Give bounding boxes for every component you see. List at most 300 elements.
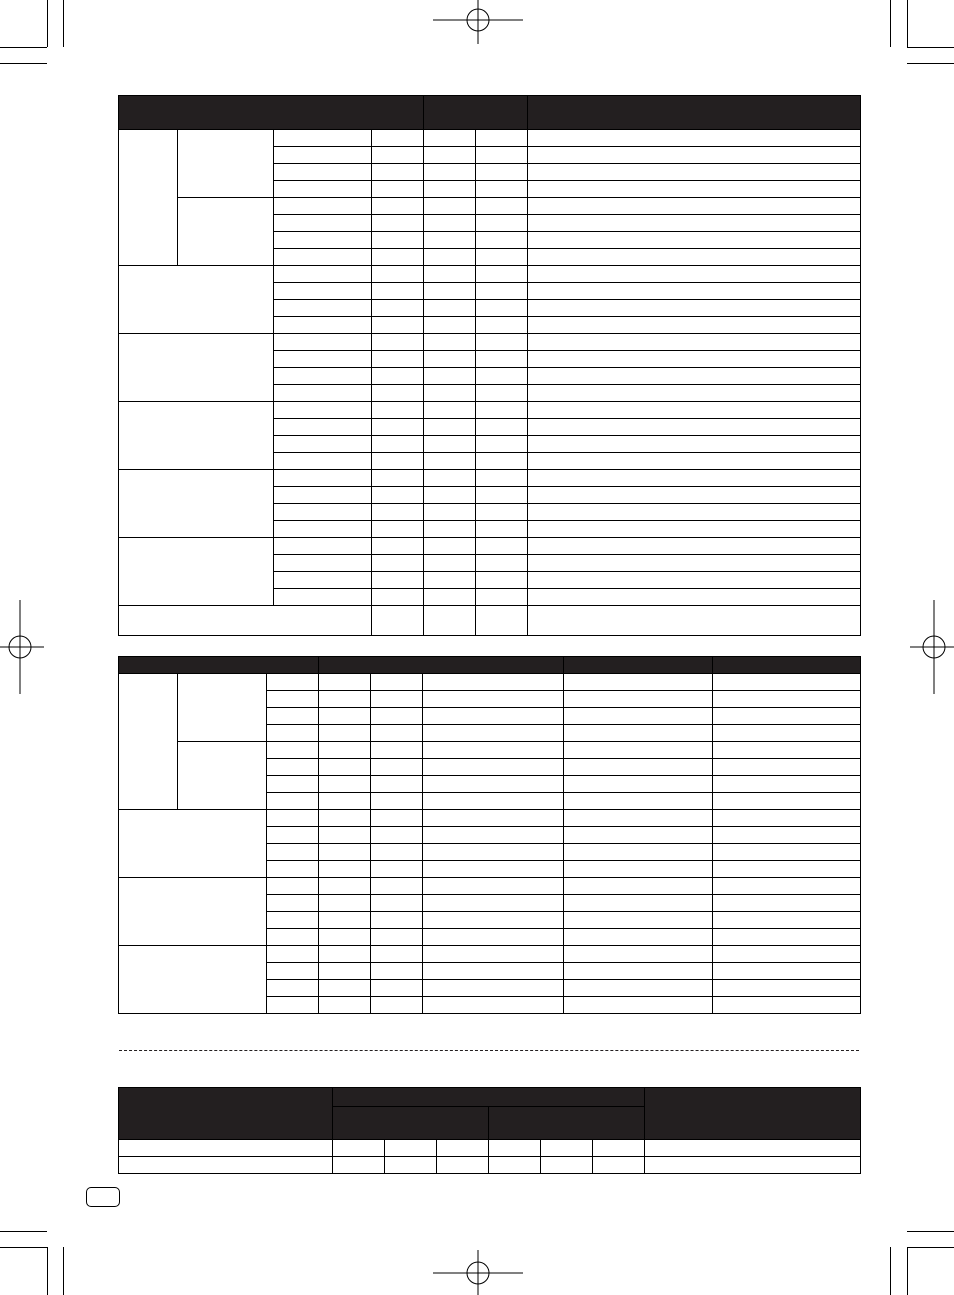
- table-cell: [274, 538, 372, 555]
- table-cell: [476, 453, 528, 470]
- table-cell: [371, 793, 423, 810]
- table-cell: [371, 912, 423, 929]
- table-cell: [424, 215, 476, 232]
- table-cell: [645, 1140, 861, 1157]
- table-cell: [423, 708, 564, 725]
- table-cell: [528, 453, 861, 470]
- table-cell: [267, 946, 319, 963]
- table-cell: [713, 810, 861, 827]
- table-cell: [371, 861, 423, 878]
- table-cell: [423, 725, 564, 742]
- crop-mark: [907, 0, 908, 47]
- table-cell: [528, 385, 861, 402]
- table-cell: [424, 317, 476, 334]
- table-cell: [528, 317, 861, 334]
- table-cell: [423, 793, 564, 810]
- table-cell: [713, 759, 861, 776]
- table-row: [119, 606, 861, 636]
- table-cell: [371, 997, 423, 1014]
- table-cell: [371, 929, 423, 946]
- table-cell: [371, 980, 423, 997]
- table-cell: [372, 164, 424, 181]
- table-cell: [119, 334, 274, 402]
- table-3-header-cell: [333, 1107, 489, 1140]
- table-cell: [424, 521, 476, 538]
- table-2-header-cell: [564, 657, 713, 674]
- table-cell: [319, 793, 371, 810]
- table-row: [119, 878, 861, 895]
- table-cell: [713, 793, 861, 810]
- table-cell: [541, 1157, 593, 1174]
- table-cell: [372, 453, 424, 470]
- table-cell: [424, 181, 476, 198]
- table-cell: [371, 708, 423, 725]
- table-cell: [713, 912, 861, 929]
- table-cell: [371, 725, 423, 742]
- table-cell: [423, 827, 564, 844]
- table-cell: [119, 402, 274, 470]
- table-cell: [274, 402, 372, 419]
- table-cell: [274, 300, 372, 317]
- table-cell: [528, 436, 861, 453]
- table-cell: [424, 555, 476, 572]
- table-cell: [372, 266, 424, 283]
- table-cell: [371, 946, 423, 963]
- dashed-separator: [119, 1050, 859, 1051]
- table-cell: [541, 1140, 593, 1157]
- table-cell: [372, 436, 424, 453]
- table-cell: [274, 232, 372, 249]
- table-cell: [476, 147, 528, 164]
- crop-mark: [0, 1231, 47, 1232]
- table-cell: [372, 351, 424, 368]
- table-cell: [319, 912, 371, 929]
- table-cell: [372, 589, 424, 606]
- table-row: [119, 742, 861, 759]
- table-cell: [371, 810, 423, 827]
- table-cell: [424, 453, 476, 470]
- table-cell: [267, 776, 319, 793]
- table-cell: [372, 368, 424, 385]
- table-cell: [528, 572, 861, 589]
- table-cell: [372, 181, 424, 198]
- table-cell: [274, 147, 372, 164]
- table-cell: [424, 538, 476, 555]
- table-cell: [713, 674, 861, 691]
- table-3-header-cell: [645, 1088, 861, 1140]
- table-cell: [319, 759, 371, 776]
- table-cell: [476, 368, 528, 385]
- table-row: [119, 470, 861, 487]
- page-number-box: [86, 1187, 120, 1207]
- table-cell: [564, 980, 713, 997]
- table-cell: [267, 980, 319, 997]
- table-cell: [267, 827, 319, 844]
- table-cell: [476, 334, 528, 351]
- table-cell: [423, 759, 564, 776]
- table-cell: [372, 317, 424, 334]
- table-cell: [713, 742, 861, 759]
- table-cell: [564, 759, 713, 776]
- table-cell: [437, 1157, 489, 1174]
- table-cell: [713, 844, 861, 861]
- table-cell: [489, 1157, 541, 1174]
- table-cell: [274, 130, 372, 147]
- table-cell: [713, 895, 861, 912]
- table-cell: [319, 827, 371, 844]
- table-cell: [424, 589, 476, 606]
- table-cell: [424, 385, 476, 402]
- table-cell: [371, 844, 423, 861]
- crop-mark: [907, 63, 954, 64]
- table-cell: [319, 691, 371, 708]
- table-cell: [372, 198, 424, 215]
- table-cell: [319, 929, 371, 946]
- table-2-header-cell: [119, 657, 319, 674]
- table-cell: [713, 963, 861, 980]
- table-cell: [319, 725, 371, 742]
- table-cell: [528, 249, 861, 266]
- table-cell: [423, 963, 564, 980]
- table-cell: [424, 283, 476, 300]
- table-row: [119, 538, 861, 555]
- table-cell: [267, 759, 319, 776]
- table-cell: [267, 895, 319, 912]
- table-2: [118, 656, 861, 1014]
- table-cell: [564, 844, 713, 861]
- table-cell: [178, 198, 274, 266]
- table-cell: [528, 164, 861, 181]
- table-1: [118, 95, 861, 636]
- table-cell: [528, 300, 861, 317]
- table-cell: [423, 929, 564, 946]
- table-cell: [274, 521, 372, 538]
- table-cell: [476, 538, 528, 555]
- table-cell: [476, 283, 528, 300]
- table-cell: [564, 895, 713, 912]
- table-row: [119, 1140, 861, 1157]
- table-cell: [319, 997, 371, 1014]
- table-cell: [371, 878, 423, 895]
- table-cell: [267, 929, 319, 946]
- table-cell: [371, 759, 423, 776]
- table-cell: [528, 368, 861, 385]
- table-cell: [385, 1140, 437, 1157]
- table-cell: [424, 300, 476, 317]
- table-cell: [423, 912, 564, 929]
- table-cell: [528, 521, 861, 538]
- table-cell: [424, 606, 476, 636]
- table-cell: [319, 844, 371, 861]
- table-cell: [424, 436, 476, 453]
- table-1-header-cell: [528, 96, 861, 130]
- table-cell: [489, 1140, 541, 1157]
- table-cell: [267, 912, 319, 929]
- table-cell: [274, 368, 372, 385]
- table-cell: [333, 1157, 385, 1174]
- table-cell: [372, 555, 424, 572]
- table-cell: [713, 691, 861, 708]
- table-row: [119, 402, 861, 419]
- table-cell: [423, 895, 564, 912]
- table-cell: [713, 708, 861, 725]
- table-cell: [274, 215, 372, 232]
- table-cell: [528, 147, 861, 164]
- table-2-header-cell: [319, 657, 564, 674]
- table-3: [118, 1087, 861, 1174]
- table-cell: [713, 861, 861, 878]
- table-cell: [476, 436, 528, 453]
- table-cell: [476, 351, 528, 368]
- table-cell: [372, 147, 424, 164]
- table-cell: [476, 402, 528, 419]
- table-cell: [267, 844, 319, 861]
- table-cell: [319, 878, 371, 895]
- crop-mark: [63, 0, 64, 47]
- table-cell: [372, 419, 424, 436]
- table-cell: [564, 810, 713, 827]
- table-cell: [476, 215, 528, 232]
- table-cell: [423, 674, 564, 691]
- table-cell: [713, 776, 861, 793]
- table-cell: [528, 402, 861, 419]
- table-cell: [564, 674, 713, 691]
- table-cell: [371, 674, 423, 691]
- table-cell: [424, 198, 476, 215]
- table-cell: [274, 266, 372, 283]
- table-cell: [564, 861, 713, 878]
- table-cell: [119, 266, 274, 334]
- table-cell: [476, 130, 528, 147]
- table-cell: [372, 300, 424, 317]
- crop-mark: [907, 1247, 908, 1295]
- table-cell: [713, 725, 861, 742]
- table-cell: [371, 827, 423, 844]
- table-cell: [476, 249, 528, 266]
- table-cell: [423, 861, 564, 878]
- table-cell: [319, 895, 371, 912]
- table-cell: [476, 555, 528, 572]
- table-row: [119, 946, 861, 963]
- table-cell: [274, 453, 372, 470]
- table-cell: [424, 164, 476, 181]
- table-2-header-cell: [713, 657, 861, 674]
- table-cell: [528, 555, 861, 572]
- table-1-header-cell: [424, 96, 528, 130]
- table-cell: [274, 555, 372, 572]
- table-cell: [713, 997, 861, 1014]
- registration-mark-icon: [910, 600, 954, 694]
- crop-mark: [47, 0, 48, 47]
- table-cell: [423, 878, 564, 895]
- table-cell: [267, 691, 319, 708]
- table-row: [119, 130, 861, 147]
- table-cell: [423, 742, 564, 759]
- table-cell: [119, 470, 274, 538]
- table-cell: [476, 572, 528, 589]
- table-cell: [564, 725, 713, 742]
- table-cell: [119, 130, 178, 266]
- table-cell: [385, 1157, 437, 1174]
- table-cell: [424, 334, 476, 351]
- table-cell: [476, 181, 528, 198]
- table-cell: [476, 589, 528, 606]
- table-3-header-cell: [333, 1088, 645, 1107]
- table-cell: [423, 691, 564, 708]
- table-cell: [372, 572, 424, 589]
- table-cell: [371, 963, 423, 980]
- table-cell: [528, 470, 861, 487]
- table-cell: [274, 436, 372, 453]
- table-cell: [274, 334, 372, 351]
- registration-mark-icon: [431, 1250, 525, 1295]
- table-cell: [528, 334, 861, 351]
- table-cell: [274, 385, 372, 402]
- table-cell: [267, 810, 319, 827]
- table-cell: [274, 164, 372, 181]
- table-cell: [476, 232, 528, 249]
- table-cell: [713, 827, 861, 844]
- table-cell: [424, 419, 476, 436]
- table-row: [119, 334, 861, 351]
- table-cell: [476, 470, 528, 487]
- crop-mark: [907, 1231, 954, 1232]
- table-cell: [274, 572, 372, 589]
- table-cell: [178, 742, 267, 810]
- table-cell: [564, 691, 713, 708]
- table-cell: [267, 963, 319, 980]
- table-cell: [476, 317, 528, 334]
- table-cell: [564, 776, 713, 793]
- table-cell: [476, 487, 528, 504]
- table-cell: [372, 521, 424, 538]
- table-cell: [645, 1157, 861, 1174]
- table-cell: [274, 419, 372, 436]
- table-row: [119, 266, 861, 283]
- table-cell: [424, 266, 476, 283]
- table-cell: [372, 402, 424, 419]
- table-cell: [119, 1140, 333, 1157]
- table-cell: [274, 198, 372, 215]
- table-cell: [119, 538, 274, 606]
- crop-mark: [47, 1247, 48, 1295]
- table-cell: [476, 164, 528, 181]
- table-1-header-cell: [119, 96, 424, 130]
- table-cell: [274, 283, 372, 300]
- table-cell: [119, 810, 267, 878]
- table-cell: [119, 606, 372, 636]
- table-cell: [713, 980, 861, 997]
- table-cell: [119, 878, 267, 946]
- table-cell: [319, 980, 371, 997]
- table-cell: [476, 198, 528, 215]
- table-cell: [372, 249, 424, 266]
- crop-mark: [0, 63, 47, 64]
- table-cell: [274, 504, 372, 521]
- table-cell: [424, 147, 476, 164]
- table-cell: [371, 691, 423, 708]
- table-cell: [372, 130, 424, 147]
- crop-mark: [63, 1247, 64, 1295]
- table-cell: [267, 878, 319, 895]
- table-cell: [267, 997, 319, 1014]
- table-cell: [476, 504, 528, 521]
- table-cell: [319, 963, 371, 980]
- table-cell: [424, 402, 476, 419]
- table-cell: [528, 606, 861, 636]
- table-cell: [476, 419, 528, 436]
- table-row: [119, 198, 861, 215]
- table-cell: [424, 351, 476, 368]
- table-cell: [437, 1140, 489, 1157]
- table-cell: [423, 776, 564, 793]
- table-cell: [424, 232, 476, 249]
- table-cell: [371, 895, 423, 912]
- table-cell: [178, 130, 274, 198]
- table-cell: [713, 878, 861, 895]
- table-cell: [178, 674, 267, 742]
- table-cell: [476, 606, 528, 636]
- table-cell: [528, 266, 861, 283]
- table-cell: [319, 861, 371, 878]
- table-cell: [593, 1140, 645, 1157]
- table-cell: [423, 946, 564, 963]
- table-cell: [274, 181, 372, 198]
- table-cell: [333, 1140, 385, 1157]
- table-cell: [267, 861, 319, 878]
- table-cell: [476, 521, 528, 538]
- table-cell: [423, 980, 564, 997]
- table-cell: [274, 589, 372, 606]
- table-cell: [267, 742, 319, 759]
- table-cell: [267, 708, 319, 725]
- table-cell: [424, 249, 476, 266]
- table-cell: [267, 674, 319, 691]
- table-cell: [528, 215, 861, 232]
- table-cell: [528, 504, 861, 521]
- table-cell: [528, 419, 861, 436]
- table-cell: [274, 487, 372, 504]
- crop-mark: [890, 1247, 891, 1295]
- table-cell: [119, 946, 267, 1014]
- table-cell: [593, 1157, 645, 1174]
- table-cell: [267, 725, 319, 742]
- table-cell: [564, 793, 713, 810]
- table-cell: [372, 606, 424, 636]
- table-cell: [528, 198, 861, 215]
- table-cell: [713, 946, 861, 963]
- table-cell: [319, 776, 371, 793]
- table-cell: [372, 385, 424, 402]
- table-cell: [319, 742, 371, 759]
- table-cell: [119, 1157, 333, 1174]
- table-cell: [424, 504, 476, 521]
- table-cell: [372, 283, 424, 300]
- table-cell: [372, 232, 424, 249]
- table-cell: [319, 708, 371, 725]
- table-cell: [274, 249, 372, 266]
- table-cell: [564, 963, 713, 980]
- table-cell: [372, 215, 424, 232]
- table-cell: [372, 538, 424, 555]
- table-cell: [371, 742, 423, 759]
- table-cell: [119, 674, 178, 810]
- table-cell: [423, 844, 564, 861]
- table-cell: [528, 589, 861, 606]
- table-cell: [372, 470, 424, 487]
- crop-mark: [907, 1247, 954, 1248]
- table-row: [119, 674, 861, 691]
